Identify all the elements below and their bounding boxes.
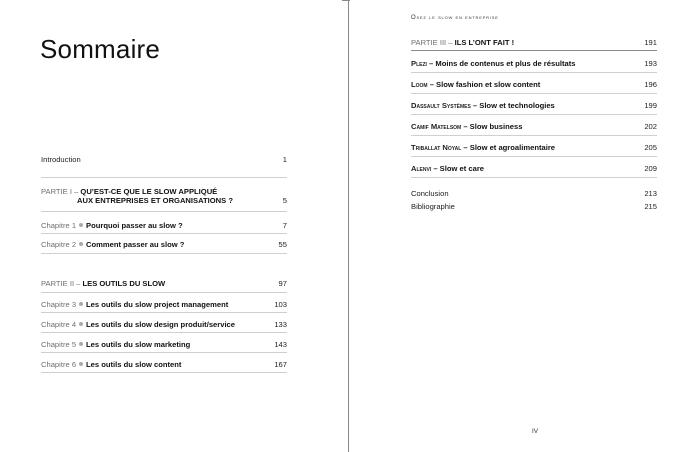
chapter-prefix: Chapitre 5 [41, 340, 77, 349]
toc-case-1[interactable] [411, 59, 657, 69]
toc-page-number: 215 [644, 202, 657, 211]
toc-page-number: 133 [274, 320, 287, 329]
divider [41, 312, 287, 313]
toc-page-number: 199 [644, 101, 657, 110]
chapter-title: Pourquoi passer au slow ? [86, 221, 183, 230]
part-prefix: PARTIE III – [411, 38, 453, 47]
right-page [350, 0, 700, 452]
toc-page-number: 205 [644, 143, 657, 152]
chapter-prefix: Chapitre 1 [41, 221, 77, 230]
divider [411, 177, 657, 178]
case-subtitle: – Slow business [463, 122, 523, 131]
page-title: Sommaire [40, 34, 161, 64]
toc-page-number: 196 [644, 80, 657, 89]
toc-page-number: 97 [278, 279, 287, 288]
part-title-line-1: QU’EST-CE QUE LE SLOW APPLIQUÉ [80, 187, 218, 196]
divider [41, 352, 287, 353]
bullet-icon [79, 242, 83, 246]
toc-case-2[interactable] [411, 80, 657, 90]
bullet-icon [79, 362, 83, 366]
toc-page-number: 193 [644, 59, 657, 68]
part-title-line-2: AUX ENTREPRISES ET ORGANISATIONS ? [77, 196, 233, 205]
case-name: Alenvi [411, 164, 432, 173]
chapter-title: Les outils du slow marketing [86, 340, 191, 349]
divider [41, 211, 287, 212]
toc-page-number: 191 [644, 38, 657, 47]
toc-case-3[interactable] [411, 101, 657, 111]
toc-part-2[interactable] [41, 279, 287, 289]
divider [41, 177, 287, 178]
divider [411, 114, 657, 115]
toc-page-number: 213 [644, 189, 657, 198]
bullet-icon [79, 342, 83, 346]
case-subtitle: – Slow et technologies [472, 101, 555, 110]
toc-chapter-5[interactable] [41, 340, 287, 350]
bullet-icon [79, 223, 83, 227]
toc-part-1-line-2 [41, 196, 287, 206]
chapter-prefix: Chapitre 4 [41, 320, 77, 329]
toc-page-number: 103 [274, 300, 287, 309]
toc-page-number: 5 [282, 196, 287, 205]
divider [411, 72, 657, 73]
divider [411, 135, 657, 136]
toc-chapter-6[interactable] [41, 360, 287, 370]
part-title: LES OUTILS DU SLOW [82, 279, 166, 288]
case-name: Plezi [411, 59, 427, 68]
divider [41, 292, 287, 293]
toc-label: Conclusion [411, 189, 449, 198]
case-name: Camif Matelsom [411, 122, 462, 131]
bullet-icon [79, 302, 83, 306]
case-subtitle: – Slow fashion et slow content [429, 80, 541, 89]
toc-label: Bibliographie [411, 202, 455, 211]
chapter-title: Les outils du slow project management [86, 300, 229, 309]
case-name: Triballat Noyal [411, 143, 462, 152]
running-head: Osez le slow en entreprise [411, 15, 499, 21]
part-prefix: PARTIE II – [41, 279, 81, 288]
toc-page-number: 209 [644, 164, 657, 173]
chapter-title: Les outils du slow design produit/service [86, 320, 235, 329]
toc-page-number: 202 [644, 122, 657, 131]
toc-introduction[interactable] [41, 155, 287, 165]
case-subtitle: – Slow et care [433, 164, 484, 173]
divider [41, 253, 287, 254]
divider [41, 372, 287, 373]
toc-bibliographie[interactable] [411, 202, 657, 212]
toc-conclusion[interactable] [411, 189, 657, 199]
toc-page-number: 55 [278, 240, 287, 249]
divider [41, 233, 287, 234]
left-page [0, 0, 349, 452]
toc-chapter-1[interactable] [41, 221, 287, 231]
chapter-prefix: Chapitre 2 [41, 240, 77, 249]
case-subtitle: – Moins de contenus et plus de résultats [429, 59, 576, 68]
divider [411, 93, 657, 94]
part-title: ILS L’ONT FAIT ! [454, 38, 515, 47]
toc-page-number: 167 [274, 360, 287, 369]
toc-chapter-3[interactable] [41, 300, 287, 310]
page-number: IV [532, 428, 539, 435]
part-prefix: PARTIE I – [41, 187, 79, 196]
toc-case-4[interactable] [411, 122, 657, 132]
divider [411, 156, 657, 157]
bullet-icon [79, 322, 83, 326]
toc-chapter-4[interactable] [41, 320, 287, 330]
toc-chapter-2[interactable] [41, 240, 287, 250]
toc-page-number: 7 [282, 221, 287, 230]
page-gutter [348, 0, 349, 452]
divider [41, 332, 287, 333]
case-subtitle: – Slow et agroalimentaire [463, 143, 555, 152]
chapter-title: Comment passer au slow ? [86, 240, 185, 249]
toc-page-number: 143 [274, 340, 287, 349]
toc-page-number: 1 [282, 155, 287, 164]
toc-label: Introduction [41, 155, 81, 164]
chapter-title: Les outils du slow content [86, 360, 182, 369]
divider [411, 50, 657, 51]
case-name: Dassault Systèmes [411, 101, 471, 110]
toc-part-3[interactable] [411, 38, 657, 48]
toc-case-6[interactable] [411, 164, 657, 174]
case-name: Loom [411, 80, 428, 89]
chapter-prefix: Chapitre 3 [41, 300, 77, 309]
chapter-prefix: Chapitre 6 [41, 360, 77, 369]
toc-case-5[interactable] [411, 143, 657, 153]
